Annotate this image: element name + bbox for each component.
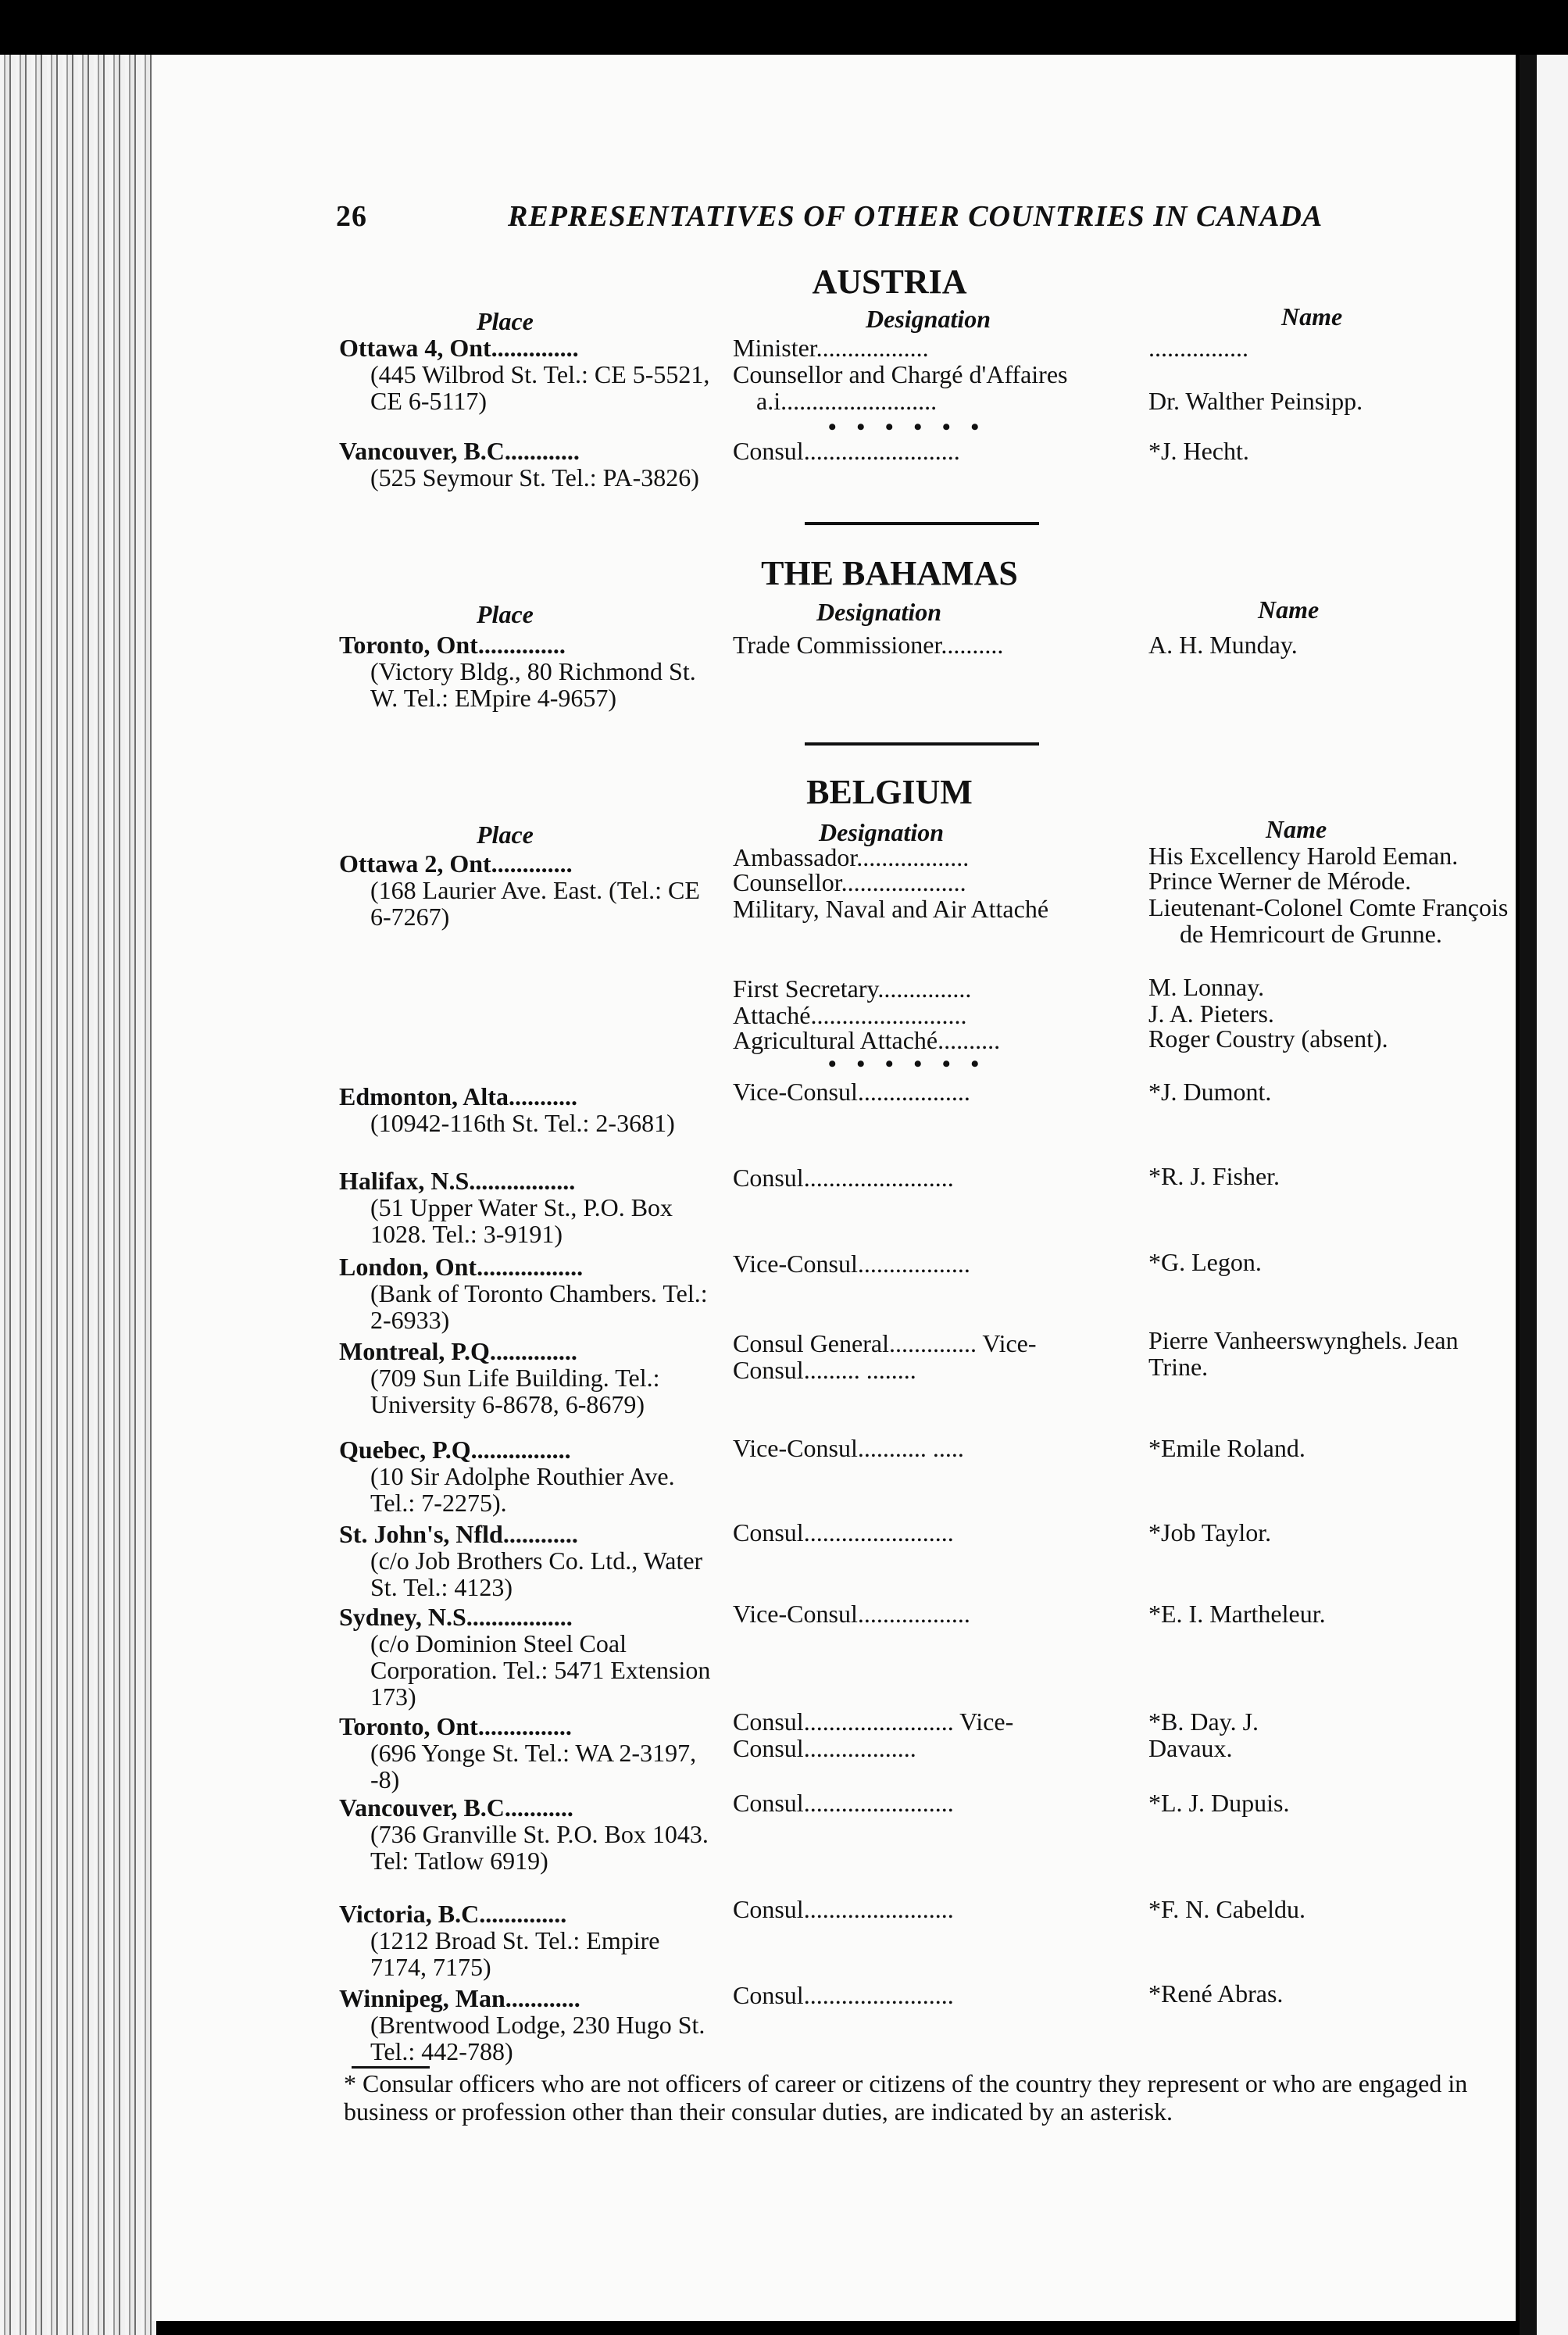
name-belgium-city: *R. J. Fisher.	[1148, 1162, 1280, 1190]
section-rule	[805, 522, 1039, 525]
name-belgium-city: *B. Day. J. Davaux.	[1148, 1707, 1259, 1762]
col-name: Name	[1266, 815, 1327, 843]
designation-belgium-city: Consul........................	[733, 1518, 954, 1547]
designation-belgium-city: Consul........................	[733, 1981, 954, 2009]
designation-belgium-city: Consul........................	[733, 1895, 954, 1923]
designation-belgium: Counsellor....................	[733, 868, 966, 896]
place-austria-vancouver: Vancouver, B.C............ (525 Seymour St. Tel.: PA-3826)	[339, 437, 699, 492]
country-heading-belgium: BELGIUM	[806, 773, 973, 811]
name-belgium: His Excellency Harold Eeman.	[1148, 842, 1459, 870]
designation-austria-consul: Consul.........................	[733, 437, 960, 465]
separator-dots: ••••••	[828, 1051, 1000, 1077]
name-austria-consul: *J. Hecht.	[1148, 437, 1249, 465]
designation-belgium: Military, Naval and Air Attaché	[733, 895, 1049, 923]
footnote-rule	[352, 2066, 430, 2069]
footnote-text: * Consular officers who are not officers of career or citizens of the country they represent or who are engaged in business or profession other than their consular duties, are indicated by an asterisk.	[344, 2069, 1468, 2126]
designation-belgium: First Secretary...............	[733, 974, 972, 1003]
designation-belgium-city: Vice-Consul..................	[733, 1078, 970, 1106]
name-belgium-city: Pierre Vanheerswynghels. Jean Trine.	[1148, 1326, 1459, 1381]
name-belgium-city: *L. J. Dupuis.	[1148, 1789, 1290, 1817]
name-belgium: J. A. Pieters.	[1148, 999, 1274, 1028]
designation-belgium-city: Consul........................	[733, 1789, 954, 1817]
place-belgium-city: St. John's, Nfld............ (c/o Job Brothers Co. Ltd., Water St. Tel.: 4123)	[339, 1520, 703, 1601]
name-belgium: M. Lonnay.	[1148, 973, 1265, 1001]
designation-belgium-city: Vice-Consul..................	[733, 1600, 970, 1628]
country-heading-bahamas: THE BAHAMAS	[761, 554, 1018, 592]
name-belgium-city: *E. I. Martheleur.	[1148, 1600, 1326, 1628]
col-place: Place	[477, 821, 534, 849]
right-page-edge	[1520, 55, 1568, 2335]
designation-austria-minister: Minister..................	[733, 334, 929, 362]
place-belgium-city: Edmonton, Alta........... (10942-116th St. Tel.: 2-3681)	[339, 1082, 675, 1137]
designation-austria-counsellor: Counsellor and Chargé d'Affaires	[733, 360, 1068, 388]
place-belgium-ottawa: Ottawa 2, Ont............. (168 Laurier Ave. East. (Tel.: CE 6-7267)	[339, 849, 700, 931]
designation-belgium-city: Consul........................ Vice-Consul..................	[733, 1707, 1014, 1762]
col-name: Name	[1281, 302, 1343, 331]
designation-bahamas-trade: Trade Commissioner..........	[733, 631, 1004, 659]
place-bahamas-toronto: Toronto, Ont.............. (Victory Bldg., 80 Richmond St. W. Tel.: EMpire 4-9657)	[339, 631, 696, 712]
designation-belgium-city: Consul........................	[733, 1164, 954, 1192]
name-belgium-city: *Emile Roland.	[1148, 1434, 1305, 1462]
designation-belgium-city: Consul General.............. Vice-Consul......... ........	[733, 1329, 1037, 1384]
designation-belgium-city: Vice-Consul........... .....	[733, 1434, 964, 1462]
place-belgium-city: Winnipeg, Man............ (Brentwood Lodge, 230 Hugo St. Tel.: 442-788)	[339, 1984, 705, 2065]
designation-austria-ai: a.i.........................	[756, 387, 938, 415]
separator-dots: ••••••	[828, 414, 1000, 440]
name-belgium-city: *J. Dumont.	[1148, 1078, 1272, 1106]
place-belgium-city: Halifax, N.S................. (51 Upper Water St., P.O. Box 1028. Tel.: 3-9191)	[339, 1167, 673, 1248]
designation-belgium: Attaché.........................	[733, 1001, 967, 1029]
place-belgium-city: Victoria, B.C.............. (1212 Broad St. Tel.: Empire 7174, 7175)	[339, 1900, 660, 1981]
designation-belgium-city: Vice-Consul..................	[733, 1250, 970, 1278]
name-belgium: Prince Werner de Mérode.	[1148, 867, 1412, 895]
name-belgium: Lieutenant-Colonel Comte François de Hemricourt de Grunne.	[1148, 893, 1509, 948]
section-rule	[805, 742, 1039, 746]
place-belgium-city: Sydney, N.S................. (c/o Dominion Steel Coal Corporation. Tel.: 5471 Extension 173)	[339, 1603, 711, 1711]
place-belgium-city: Toronto, Ont............... (696 Yonge St. Tel.: WA 2-3197, -8)	[339, 1712, 697, 1793]
col-place: Place	[477, 600, 534, 628]
name-austria-minister: ................	[1148, 334, 1248, 362]
col-designation: Designation	[819, 818, 945, 846]
place-belgium-city: Montreal, P.Q.............. (709 Sun Life Building. Tel.: University 6-8678, 6-8679)	[339, 1337, 660, 1418]
designation-belgium: Agricultural Attaché..........	[733, 1026, 1001, 1054]
book-spine	[0, 55, 156, 2335]
place-belgium-city: London, Ont................. (Bank of Toronto Chambers. Tel.: 2-6933)	[339, 1253, 708, 1334]
name-belgium-city: *G. Legon.	[1148, 1248, 1262, 1276]
name-bahamas-trade: A. H. Munday.	[1148, 631, 1298, 659]
page-title: REPRESENTATIVES OF OTHER COUNTRIES IN CANADA	[508, 200, 1323, 233]
name-belgium-city: *René Abras.	[1148, 1979, 1284, 2008]
place-belgium-city: Quebec, P.Q................ (10 Sir Adolphe Routhier Ave. Tel.: 7-2275).	[339, 1436, 675, 1517]
footnote	[344, 2069, 1500, 2126]
name-austria-counsellor: Dr. Walther Peinsipp.	[1148, 387, 1363, 415]
designation-belgium: Ambassador..................	[733, 843, 970, 871]
name-belgium-city: *Job Taylor.	[1148, 1518, 1272, 1547]
place-austria-ottawa: Ottawa 4, Ont.............. (445 Wilbrod St. Tel.: CE 5-5521, CE 6-5117)	[339, 334, 710, 415]
name-belgium: Roger Coustry (absent).	[1148, 1024, 1388, 1053]
name-belgium-city: *F. N. Cabeldu.	[1148, 1895, 1305, 1923]
col-designation: Designation	[816, 598, 942, 626]
col-designation: Designation	[866, 305, 991, 333]
col-place: Place	[477, 307, 534, 335]
place-belgium-city: Vancouver, B.C........... (736 Granville St. P.O. Box 1043. Tel: Tatlow 6919)	[339, 1793, 709, 1875]
country-heading-austria: AUSTRIA	[812, 263, 967, 301]
page-number: 26	[336, 200, 367, 233]
col-name: Name	[1258, 595, 1320, 624]
